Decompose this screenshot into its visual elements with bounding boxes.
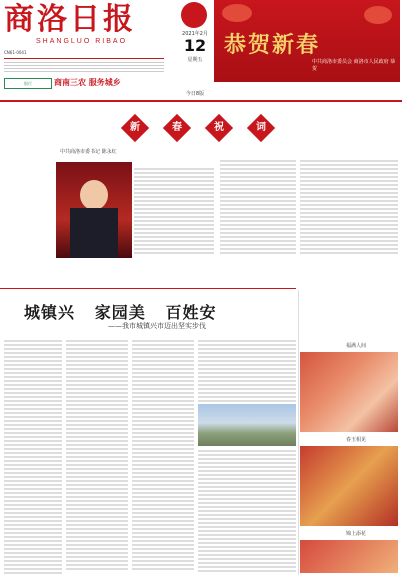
issue-info: CN61-0041 [4,50,27,55]
article-text [66,340,128,572]
date-box [173,2,217,98]
bank-logo: 银行 [4,78,52,89]
masthead-title: 商洛日报 [4,2,136,37]
new-year-banner [214,0,400,82]
festival-char: 祝 [205,114,233,142]
banner-subtitle: 中共商洛市委员会 商洛市人民政府 恭贺 [312,59,396,72]
festival-photo [300,446,398,526]
festival-char: 词 [247,114,275,142]
article-text [132,340,194,572]
header-divider [0,100,402,102]
lantern-icon [364,6,392,24]
date-year-month: 2021年2月 [182,31,208,37]
festival-char: 春 [163,114,191,142]
headline-subtitle: ——我市城镇兴市迈出坚实步伐 [108,322,206,330]
byline: 中共商洛市委书记 陈永红 [60,149,117,155]
date-day: 12 [183,36,207,55]
masthead-slogan: 商南三农 服务城乡 [54,78,121,87]
article-text [300,160,398,256]
city-photo [198,404,296,446]
banner-title: 恭贺新春 [224,32,321,58]
festival-photo [300,540,398,573]
article-text [198,450,296,574]
photo-caption: 锦上添花 [346,531,367,537]
article-text [220,160,296,256]
headline: 城镇兴 家园美 百姓安 [24,303,217,322]
article-text [198,340,296,404]
article-text [134,168,214,256]
festival-char: 新 [121,114,149,142]
festival-photo [300,352,398,432]
portrait-photo [56,162,132,258]
masthead-pinyin: SHANGLUO RIBAO [36,38,128,45]
photo-caption: 福满人间 [346,343,367,349]
edition-count: 今日8版 [185,91,205,97]
date-weekday: 星期五 [187,57,203,63]
logo-circle-icon [181,2,207,28]
lantern-icon [222,4,252,22]
article-text [4,340,62,576]
photo-caption: 春玉相见 [346,437,367,443]
